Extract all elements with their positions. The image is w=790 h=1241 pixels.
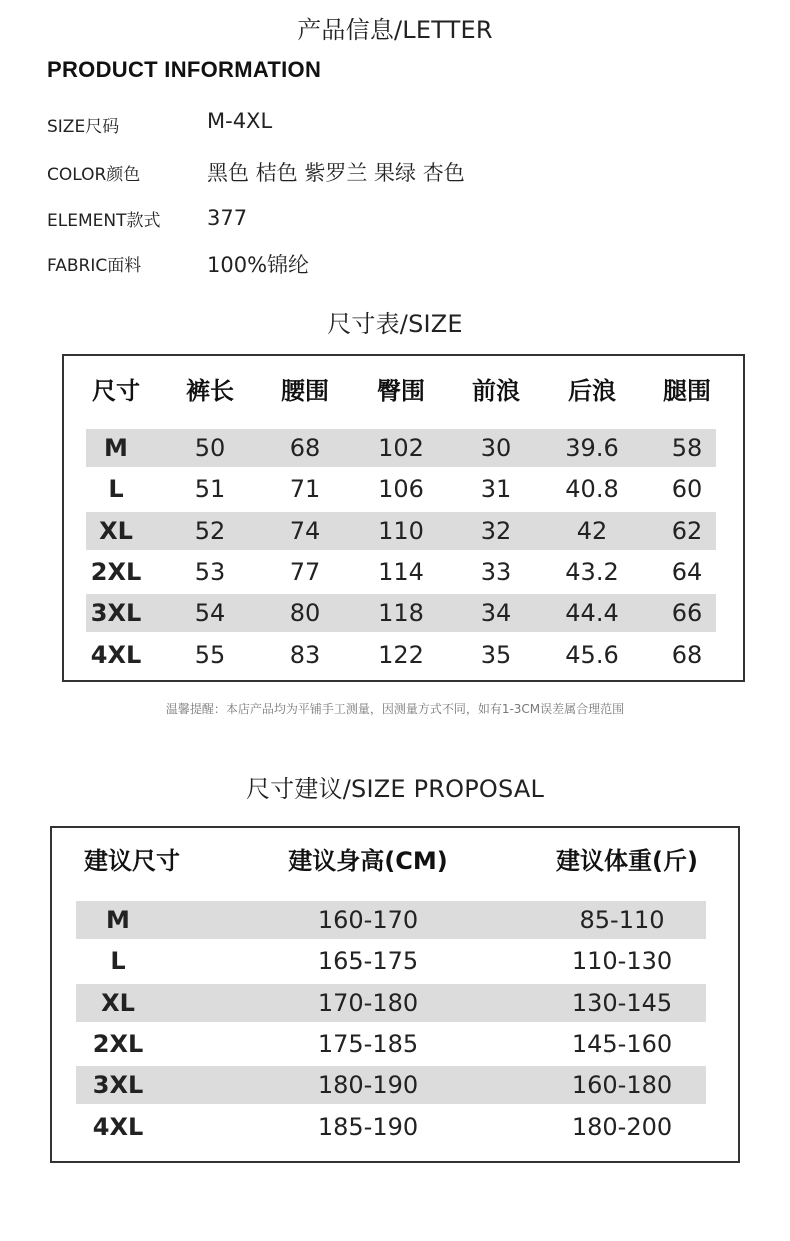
size-value-cell: 66	[671, 599, 703, 628]
proposal-height-cell: 170-180	[317, 988, 419, 1017]
size-value-cell: 53	[194, 557, 226, 586]
size-label-cell: 3XL	[90, 599, 142, 628]
size-label-cell: 2XL	[90, 557, 142, 586]
proposal-header-cell: 建议体重(斤)	[556, 847, 698, 875]
size-value-cell: 68	[671, 640, 703, 669]
info-fabric-label: FABRIC面料	[47, 256, 142, 276]
proposal-header-cell: 建议尺寸	[84, 847, 180, 875]
size-value-cell: 110	[378, 516, 424, 545]
proposal-weight-cell: 145-160	[571, 1029, 673, 1058]
info-element-value: 377	[207, 206, 248, 230]
proposal-height-cell: 175-185	[317, 1029, 419, 1058]
proposal-size-cell: 4XL	[92, 1112, 144, 1141]
size-table-title: 尺寸表/SIZE	[327, 310, 463, 338]
size-value-cell: 106	[378, 475, 424, 504]
info-element-label: ELEMENT款式	[47, 211, 161, 231]
size-value-cell: 54	[194, 599, 226, 628]
size-value-cell: 60	[671, 475, 703, 504]
size-table	[62, 354, 745, 682]
proposal-table-title: 尺寸建议/SIZE PROPOSAL	[245, 775, 545, 803]
proposal-weight-cell: 110-130	[571, 947, 673, 976]
size-value-cell: 77	[289, 557, 321, 586]
size-value-cell: 71	[289, 475, 321, 504]
size-header-cell: 臀围	[377, 377, 425, 405]
size-value-cell: 34	[480, 599, 512, 628]
size-value-cell: 80	[289, 599, 321, 628]
size-value-cell: 32	[480, 516, 512, 545]
proposal-table-row	[52, 1025, 738, 1063]
proposal-table-row	[52, 1066, 738, 1104]
size-value-cell: 33	[480, 557, 512, 586]
size-value-cell: 42	[576, 516, 608, 545]
size-table-row	[64, 512, 743, 550]
size-value-cell: 55	[194, 640, 226, 669]
size-header-cell: 裤长	[186, 377, 234, 405]
size-header-cell: 腿围	[663, 377, 711, 405]
proposal-table	[50, 826, 740, 1163]
proposal-table-row	[52, 1108, 738, 1146]
size-value-cell: 83	[289, 640, 321, 669]
size-value-cell: 118	[378, 599, 424, 628]
proposal-size-cell: L	[110, 947, 126, 976]
proposal-table-row	[52, 901, 738, 939]
size-value-cell: 50	[194, 434, 226, 462]
size-header-cell: 腰围	[281, 377, 329, 405]
proposal-height-cell: 180-190	[317, 1071, 419, 1100]
size-label-cell: XL	[99, 516, 133, 545]
info-size-label: SIZE尺码	[47, 117, 120, 137]
proposal-size-cell: XL	[101, 988, 135, 1017]
size-header-cell: 前浪	[472, 377, 520, 405]
proposal-weight-cell: 180-200	[571, 1112, 673, 1141]
size-value-cell: 74	[289, 516, 321, 545]
size-value-cell: 40.8	[565, 475, 619, 504]
proposal-size-cell: M	[106, 906, 130, 934]
size-table-row	[64, 470, 743, 508]
info-size-value: M-4XL	[207, 109, 273, 133]
size-value-cell: 114	[378, 557, 424, 586]
size-value-cell: 39.6	[565, 434, 619, 462]
size-label-cell: M	[104, 434, 128, 462]
size-value-cell: 35	[480, 640, 512, 669]
size-header-cell: 后浪	[568, 377, 616, 405]
size-label-cell: L	[108, 475, 124, 504]
size-value-cell: 43.2	[565, 557, 619, 586]
size-value-cell: 45.6	[565, 640, 619, 669]
proposal-weight-cell: 130-145	[571, 988, 673, 1017]
size-value-cell: 44.4	[565, 599, 619, 628]
proposal-table-header	[52, 842, 738, 882]
size-value-cell: 58	[671, 434, 703, 462]
size-value-cell: 30	[480, 434, 512, 462]
proposal-weight-cell: 85-110	[579, 906, 665, 934]
proposal-weight-cell: 160-180	[571, 1071, 673, 1100]
size-value-cell: 31	[480, 475, 512, 504]
size-table-row	[64, 553, 743, 591]
proposal-table-row	[52, 984, 738, 1022]
size-table-row	[64, 594, 743, 632]
size-value-cell: 52	[194, 516, 226, 545]
size-value-cell: 122	[378, 640, 424, 669]
info-fabric-value: 100%锦纶	[207, 253, 310, 277]
info-color-value: 黑色 桔色 紫罗兰 果绿 杏色	[207, 161, 465, 185]
proposal-size-cell: 2XL	[92, 1029, 144, 1058]
size-value-cell: 62	[671, 516, 703, 545]
size-table-row	[64, 636, 743, 674]
size-table-row	[64, 429, 743, 467]
measurement-note: 温馨提醒：本店产品均为平铺手工测量，因测量方式不同，如有1-3CM误差属合理范围	[165, 702, 625, 716]
size-value-cell: 64	[671, 557, 703, 586]
proposal-height-cell: 160-170	[317, 906, 419, 934]
size-label-cell: 4XL	[90, 640, 142, 669]
letter-title: 产品信息/LETTER	[297, 16, 493, 44]
info-color-label: COLOR颜色	[47, 165, 141, 185]
size-value-cell: 102	[378, 434, 424, 462]
size-value-cell: 51	[194, 475, 226, 504]
product-information-heading: PRODUCT INFORMATION	[47, 57, 322, 82]
proposal-height-cell: 165-175	[317, 947, 419, 976]
proposal-header-cell: 建议身高(CM)	[288, 847, 448, 875]
size-header-cell: 尺寸	[92, 377, 140, 405]
proposal-table-row	[52, 942, 738, 980]
size-value-cell: 68	[289, 434, 321, 462]
size-table-header	[64, 372, 743, 412]
proposal-size-cell: 3XL	[92, 1071, 144, 1100]
proposal-height-cell: 185-190	[317, 1112, 419, 1141]
